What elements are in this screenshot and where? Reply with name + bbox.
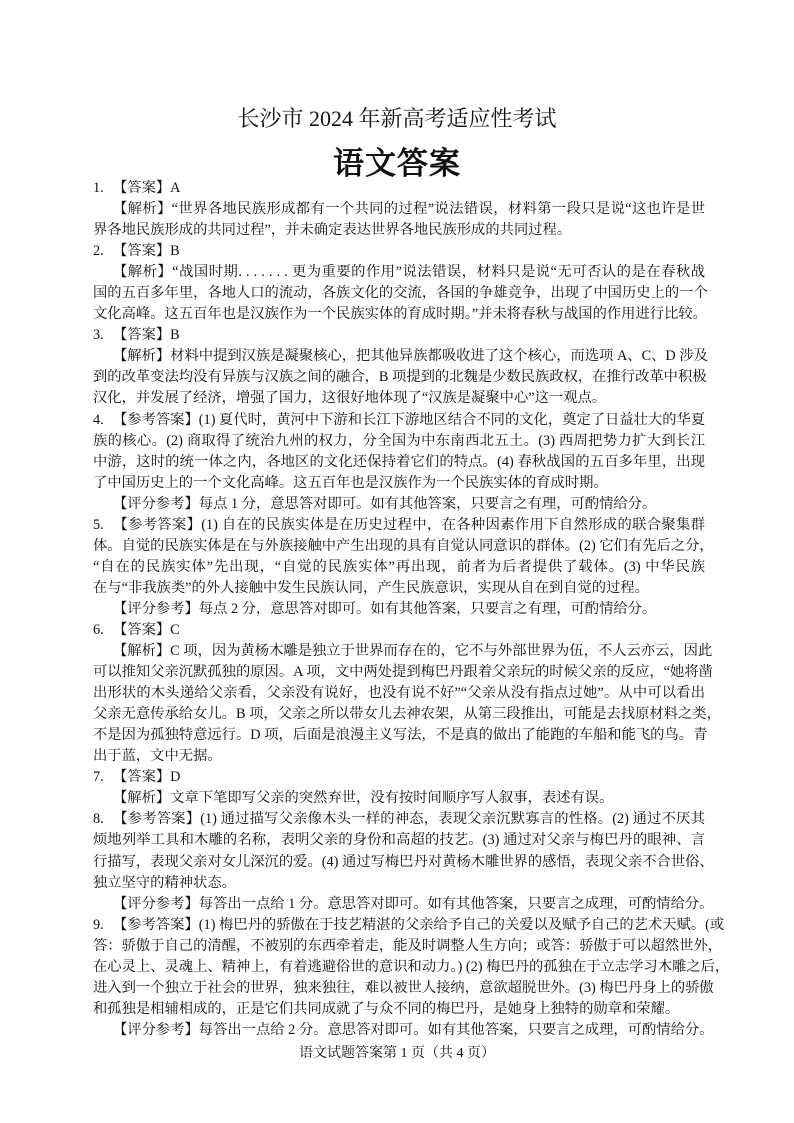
explanation-line bbox=[93, 894, 714, 915]
answer-line bbox=[93, 620, 705, 641]
line-text: 出于蓝，文中无据。 bbox=[93, 748, 222, 765]
answer-item bbox=[93, 915, 730, 1041]
line-text: 【答案】C bbox=[113, 621, 180, 638]
answer-line bbox=[93, 515, 705, 536]
line-text: 【答案】A bbox=[113, 180, 181, 196]
line-text: 和孤独是相辅相成的，正是它们共同成就了与众不同的梅巴丹，是她身上独特的勋章和荣耀。 bbox=[93, 1000, 680, 1017]
answer-line bbox=[93, 809, 705, 830]
explanation-line bbox=[93, 388, 705, 409]
page-footer: 语文试题答案第 1 页（共 4 页） bbox=[299, 1046, 495, 1061]
answer-line bbox=[93, 978, 714, 999]
line-text: 可以推知父亲沉默孤独的原因。A 项，文中两处提到梅巴丹跟着父亲玩的时候父亲的反应，“她将凿 bbox=[93, 664, 713, 681]
line-text: 【解析】“战国时期. . . . . . . 更为重要的作用”说法错误，材料只是说“无可否认的是在春秋战 bbox=[113, 264, 705, 281]
line-text: 文化高峰。这五百年也是汉族作为一个民族实体的育成时期。”并未将春秋与战国的作用进行比较。 bbox=[93, 306, 707, 323]
line-text: 不是因为孤独特意远行。D 项，后面是浪漫主义写法，不是真的做出了能跑的车船和能飞的鸟。青 bbox=[93, 727, 708, 744]
explanation-line bbox=[93, 220, 705, 241]
answer-line bbox=[93, 578, 705, 599]
explanation-line bbox=[93, 788, 705, 809]
line-text: 【解析】“世界各地民族形成都有一个共同的过程”说法错误，材料第一段只是说“这也许是世 bbox=[113, 201, 705, 218]
answer-list bbox=[93, 178, 730, 1041]
answer-line bbox=[93, 557, 705, 578]
answer-line bbox=[93, 410, 705, 431]
answer-item bbox=[93, 241, 708, 325]
answer-line bbox=[93, 536, 714, 557]
answer-item bbox=[93, 809, 714, 914]
explanation-line bbox=[93, 641, 713, 662]
line-text: 【解析】材料中提到汉族是凝聚核心，把其他异族都吸收进了这个核心，而选项 A、C、D 涉及 bbox=[113, 348, 708, 365]
line-text: 【参考答案】(1) 通过描写父亲像木头一样的神态，表现父亲沉默寡言的性格。(2) 通过不厌其 bbox=[113, 811, 705, 828]
answer-line bbox=[93, 767, 705, 788]
explanation-line bbox=[93, 725, 708, 746]
explanation-line bbox=[93, 704, 721, 725]
line-text: 【答案】B bbox=[113, 327, 180, 344]
question-number: 4. bbox=[93, 411, 104, 428]
line-text: 到的改革变法均没有异族与汉族之间的融合，B 项提到的北魏是少数民族政权，在推行改革中积极 bbox=[93, 369, 707, 386]
answer-item bbox=[93, 767, 705, 809]
question-number: 1. bbox=[93, 180, 104, 196]
question-number: 2. bbox=[93, 243, 104, 260]
answer-line bbox=[93, 915, 725, 936]
line-text: 【评分参考】每答出一点给 1 分。意思答对即可。如有其他答案，只要言之成理，可酌情给分。 bbox=[113, 895, 714, 912]
question-number: 5. bbox=[93, 516, 104, 533]
line-text: 汉化，并发展了经济，增强了国力，这很好地体现了“汉族是凝聚中心”这一观点。 bbox=[93, 390, 607, 407]
explanation-line bbox=[93, 746, 705, 767]
line-text: 【参考答案】(1) 自在的民族实体是在历史过程中，在各种因素作用下自然形成的联合聚集群 bbox=[113, 516, 705, 533]
explanation-line bbox=[93, 599, 705, 620]
exam-title: 长沙市 2024 年新高考适应性考试 bbox=[237, 106, 557, 131]
answer-line bbox=[93, 830, 705, 851]
explanation-line bbox=[93, 199, 705, 220]
line-text: 中游，这时的统一体之内，各地区的文化还保持着它们的特点。(4) 春秋战国的五百多年里，出现 bbox=[93, 453, 705, 470]
answer-line bbox=[93, 325, 705, 346]
line-text: 父亲无意传承给女儿。B 项，父亲之所以带女儿去神农架，从第三段推出，可能是去找原材料之类， bbox=[93, 706, 721, 723]
question-number: 3. bbox=[93, 327, 104, 344]
line-text: 进入到一个独立于社会的世界，独来独往，难以被世人接纳，意欲超脱世外。(3) 梅巴丹身上的骄傲 bbox=[93, 979, 714, 996]
explanation-line bbox=[93, 367, 705, 388]
line-text: 出形状的木头递给父亲看，父亲没有说好，也没有说不好”“父亲从没有指点过她”。从中可以看出 bbox=[93, 685, 705, 702]
explanation-line bbox=[93, 262, 705, 283]
line-text: 族的核心。(2) 商取得了统治九州的权力，分全国为中东南西北五土。(3) 西周把势力扩大到长江 bbox=[93, 432, 705, 449]
document-subtitle: 语文答案 bbox=[333, 146, 461, 181]
line-text: 【解析】C 项，因为黄杨木雕是独立于世界而存在的，它不与外部世界为伍，不人云亦云，因此 bbox=[113, 643, 713, 660]
explanation-line bbox=[93, 304, 705, 325]
line-text: 烦地列举工具和木雕的名称，表明父亲的身份和高超的技艺。(3) 通过对父亲与梅巴丹的眼神、言 bbox=[93, 832, 705, 849]
line-text: 【评分参考】每答出一点给 2 分。意思答对即可。如有其他答案，只要言之成理，可酌情给分。 bbox=[113, 1021, 714, 1038]
line-text: 界各地民族形成的共同过程”，并未确定表达世界各地民族形成的共同过程。 bbox=[93, 222, 572, 239]
answer-line bbox=[93, 852, 714, 873]
line-text: 【参考答案】(1) 梅巴丹的骄傲在于技艺精湛的父亲给予自己的关爱以及赋予自己的艺术天赋。(或 bbox=[113, 916, 725, 933]
line-text: 国的五百多年里，各地人口的流动，各族文化的交流，各国的争雄竞争，出现了中国历史上的一个 bbox=[93, 285, 708, 302]
answer-item bbox=[93, 178, 705, 241]
answer-item bbox=[93, 620, 721, 767]
explanation-line bbox=[93, 1020, 714, 1041]
question-number: 6. bbox=[93, 621, 104, 638]
answer-line bbox=[93, 178, 705, 199]
line-text: 【评分参考】每点 1 分，意思答对即可。如有其他答案，只要言之有理，可酌情给分。 bbox=[113, 495, 657, 512]
question-number: 9. bbox=[93, 916, 104, 933]
question-number: 8. bbox=[93, 811, 104, 828]
line-text: 在与“非我族类”的外人接触中发生民族认同，产生民族意识，实现从自在到自觉的过程。 bbox=[93, 579, 649, 596]
line-text: 体。自觉的民族实体是在与外族接触中产生出现的具有自觉认同意识的群体。(2) 它们有先后之分， bbox=[93, 537, 714, 554]
explanation-line bbox=[93, 494, 705, 515]
line-text: 行描写，表现父亲对女儿深沉的爱。(4) 通过写梅巴丹对黄杨木雕世界的感悟，表现父亲不合世俗、 bbox=[93, 853, 714, 870]
answer-item bbox=[93, 515, 714, 620]
answer-line bbox=[93, 873, 705, 894]
answer-line bbox=[93, 936, 723, 957]
answer-line bbox=[93, 999, 705, 1020]
answer-line bbox=[93, 957, 730, 978]
line-text: 答：骄傲于自己的清醒，不被别的东西牵着走，能及时调整人生方向；或答：骄傲于可以超然世外， bbox=[93, 937, 723, 954]
line-text: “自在的民族实体”先出现，“自觉的民族实体”再出现，前者为后者提供了载体。(3) 中华民族 bbox=[93, 558, 705, 575]
line-text: 【评分参考】每点 2 分，意思答对即可。如有其他答案，只要言之有理，可酌情给分。 bbox=[113, 600, 657, 617]
answer-item bbox=[93, 410, 705, 515]
line-text: 独立坚守的精神状态。 bbox=[93, 874, 236, 891]
line-text: 在心灵上、灵魂上、精神上，有着逃避俗世的意识和动力。) (2) 梅巴丹的孤独在于立志学习木雕之后， bbox=[93, 958, 730, 975]
explanation-line bbox=[93, 683, 705, 704]
answer-line bbox=[93, 473, 705, 494]
answer-line bbox=[93, 431, 705, 452]
explanation-line bbox=[93, 283, 708, 304]
line-text: 【答案】B bbox=[113, 243, 180, 260]
answer-line bbox=[93, 452, 705, 473]
question-number: 7. bbox=[93, 769, 104, 786]
line-text: 【解析】文章下笔即写父亲的突然弃世，没有按时间顺序写人叙事，表述有误。 bbox=[113, 790, 614, 807]
answer-item bbox=[93, 325, 708, 409]
explanation-line bbox=[93, 662, 713, 683]
answer-line bbox=[93, 241, 705, 262]
line-text: 【参考答案】(1) 夏代时，黄河中下游和长江下游地区结合不同的文化，奠定了日益壮大的华夏 bbox=[113, 411, 706, 428]
line-text: 了中国历史上的一个文化高峰。这五百年也是汉族作为一个民族实体的育成时期。 bbox=[93, 474, 608, 491]
line-text: 【答案】D bbox=[113, 769, 181, 786]
explanation-line bbox=[93, 346, 708, 367]
